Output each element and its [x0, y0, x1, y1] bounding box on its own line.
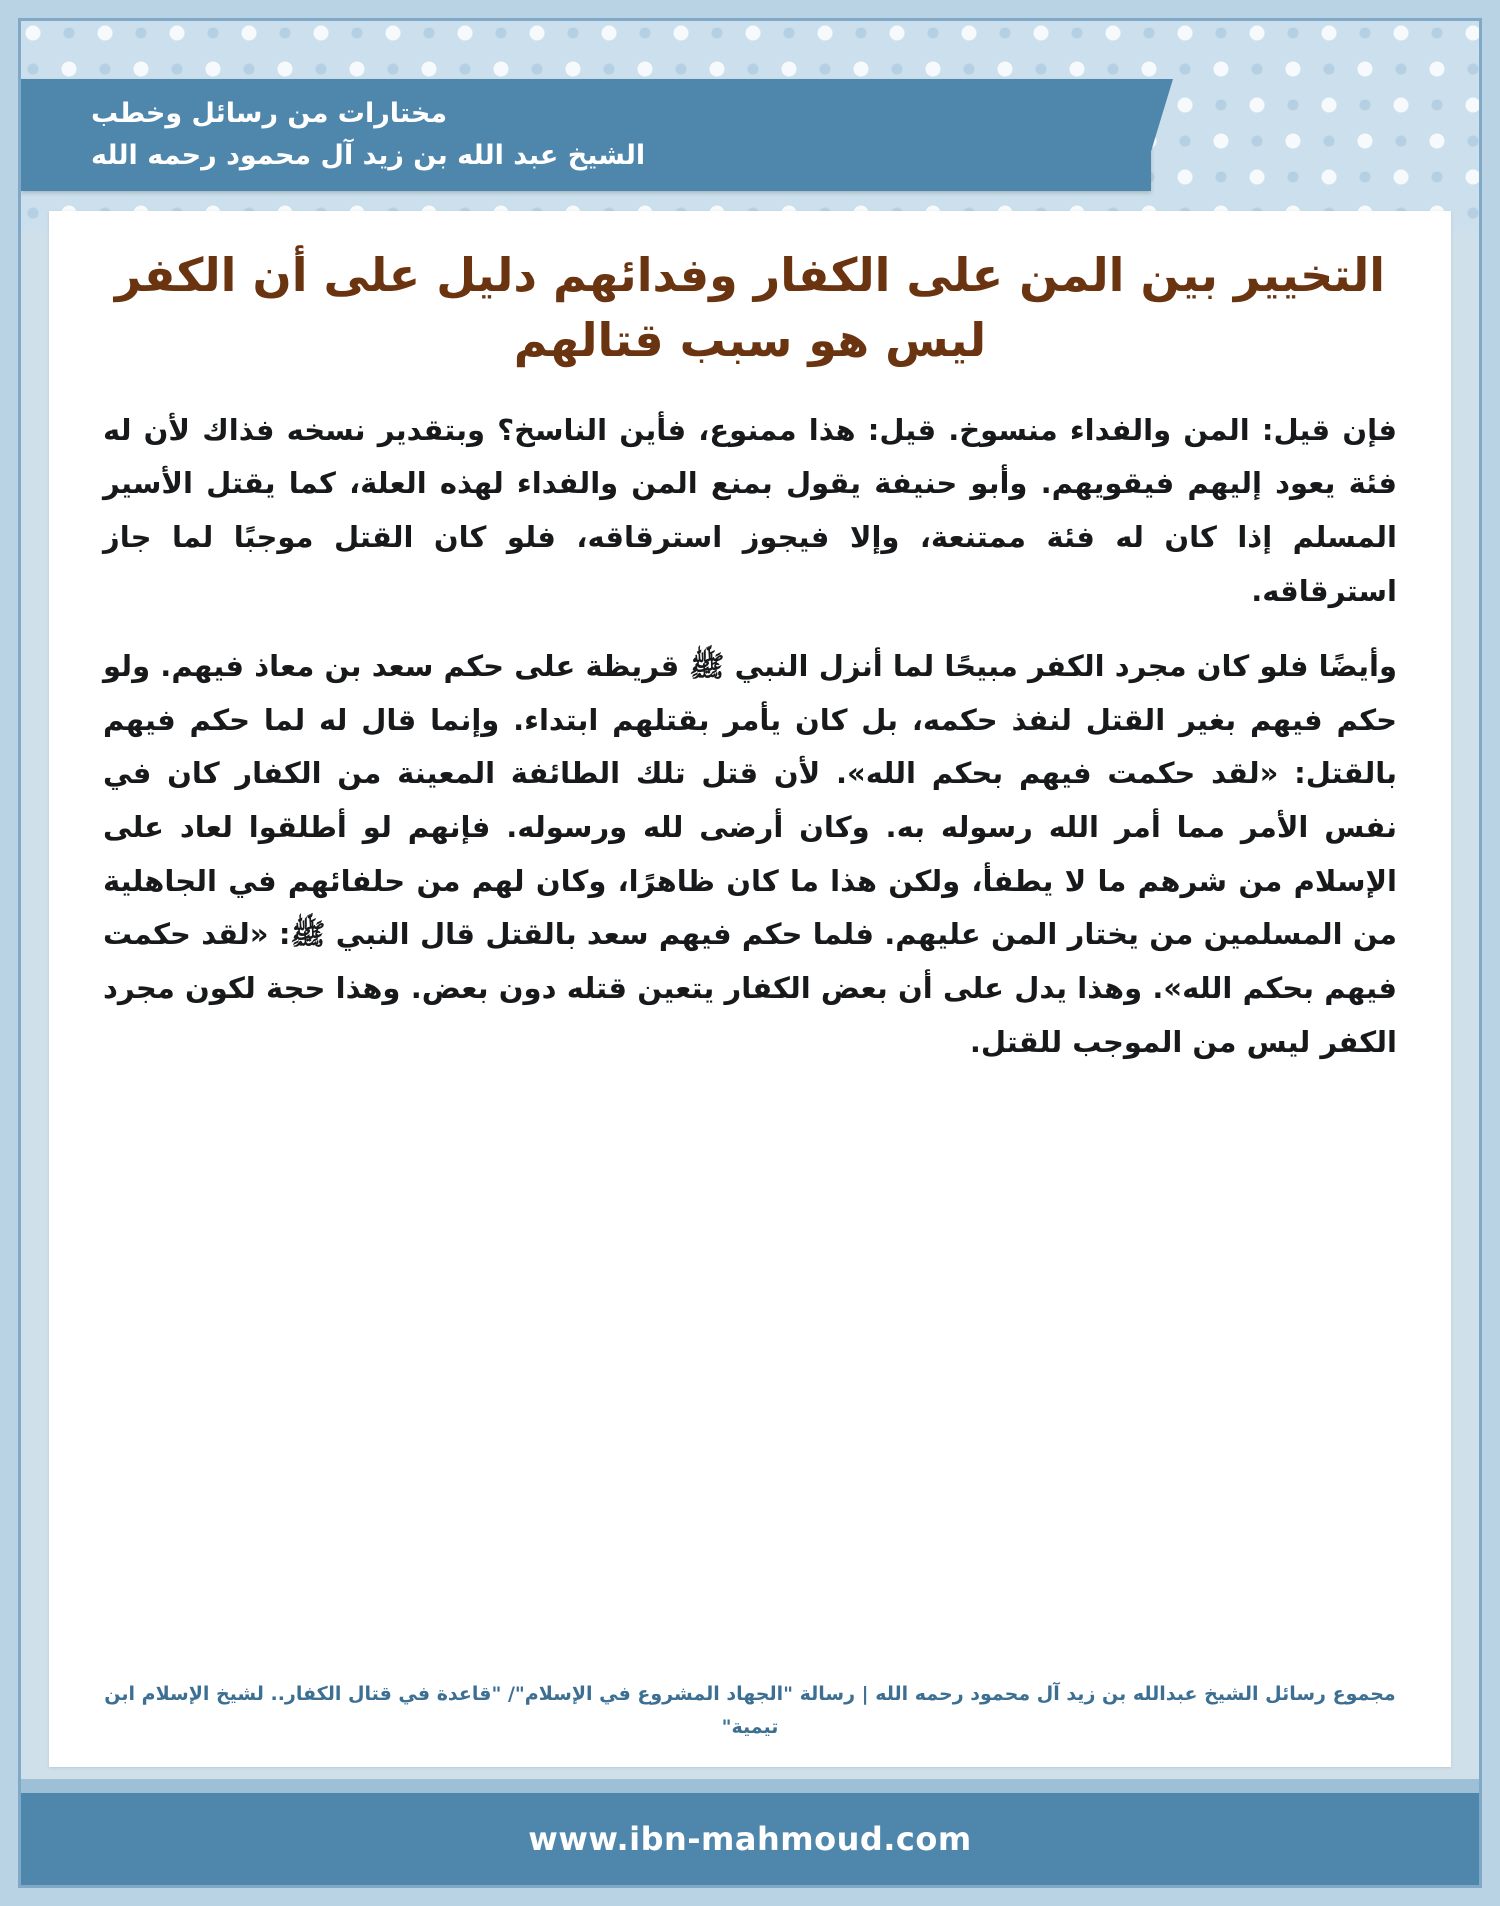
- series-banner-line2: الشيخ عبد الله بن زيد آل محمود رحمه الله: [91, 140, 646, 171]
- website-url[interactable]: www.ibn-mahmoud.com: [528, 1820, 972, 1858]
- source-reference: مجموع رسائل الشيخ عبدالله بن زيد آل محمود رحمه الله | رسالة "الجهاد المشروع في الإسلام"/ "قاعدة في قتال الكفار.. لشيخ الإسلام ابن تيمية": [104, 1683, 1396, 1738]
- content-card: [49, 211, 1451, 1767]
- footer-bar: [21, 1793, 1479, 1885]
- series-banner-line1: مختارات من رسائل وخطب: [91, 98, 448, 130]
- page-title: التخيير بين المن على الكفار وفدائهم دليل على أن الكفر ليس هو سبب قتالهم: [114, 248, 1386, 368]
- body-text: [103, 404, 1397, 1070]
- series-banner: [21, 79, 1151, 191]
- footer-accent-strip: [21, 1779, 1479, 1793]
- paragraph-2: وأيضًا فلو كان مجرد الكفر مبيحًا لما أنزل النبي ﷺ قريظة على حكم سعد بن معاذ فيهم. ولو حكم فيهم بغير القتل لنفذ حكمه، بل كان يأمر بقتلهم ابتداء. وإنما قال له لما حكم فيهم بالقتل: «لقد حكمت فيهم بحكم الله». لأن قتل تلك الطائفة المعينة من الكفار كان في نفس الأمر مما أمر الله رسوله به. وكان أرضى لله ورسوله. فإنهم لو أطلقوا لعاد على الإسلام من شرهم ما لا يطفأ، ولكن هذا ما كان ظاهرًا، وكان لهم من حلفائهم في الجاهلية من المسلمين من يختار المن عليهم. فلما حكم فيهم سعد بالقتل قال النبي ﷺ: «لقد حكمت فيهم بحكم الله». وهذا يدل على أن بعض الكفار يتعين قتله دون بعض. وهذا حجة لكون مجرد الكفر ليس من الموجب للقتل.: [103, 649, 1397, 1059]
- poster-frame: [18, 18, 1482, 1888]
- series-banner-text: [91, 93, 1151, 177]
- paragraph-1: فإن قيل: المن والفداء منسوخ. قيل: هذا ممنوع، فأين الناسخ؟ وبتقدير نسخه فذاك لأن له فئة يعود إليهم فيقويهم. وأبو حنيفة يقول بمنع المن والفداء لهذه العلة، كما يقتل الأسير المسلم إذا كان له فئة ممتنعة، وإلا فيجوز استرقاقه، فلو كان القتل موجبًا لما جاز استرقاقه.: [103, 412, 1397, 608]
